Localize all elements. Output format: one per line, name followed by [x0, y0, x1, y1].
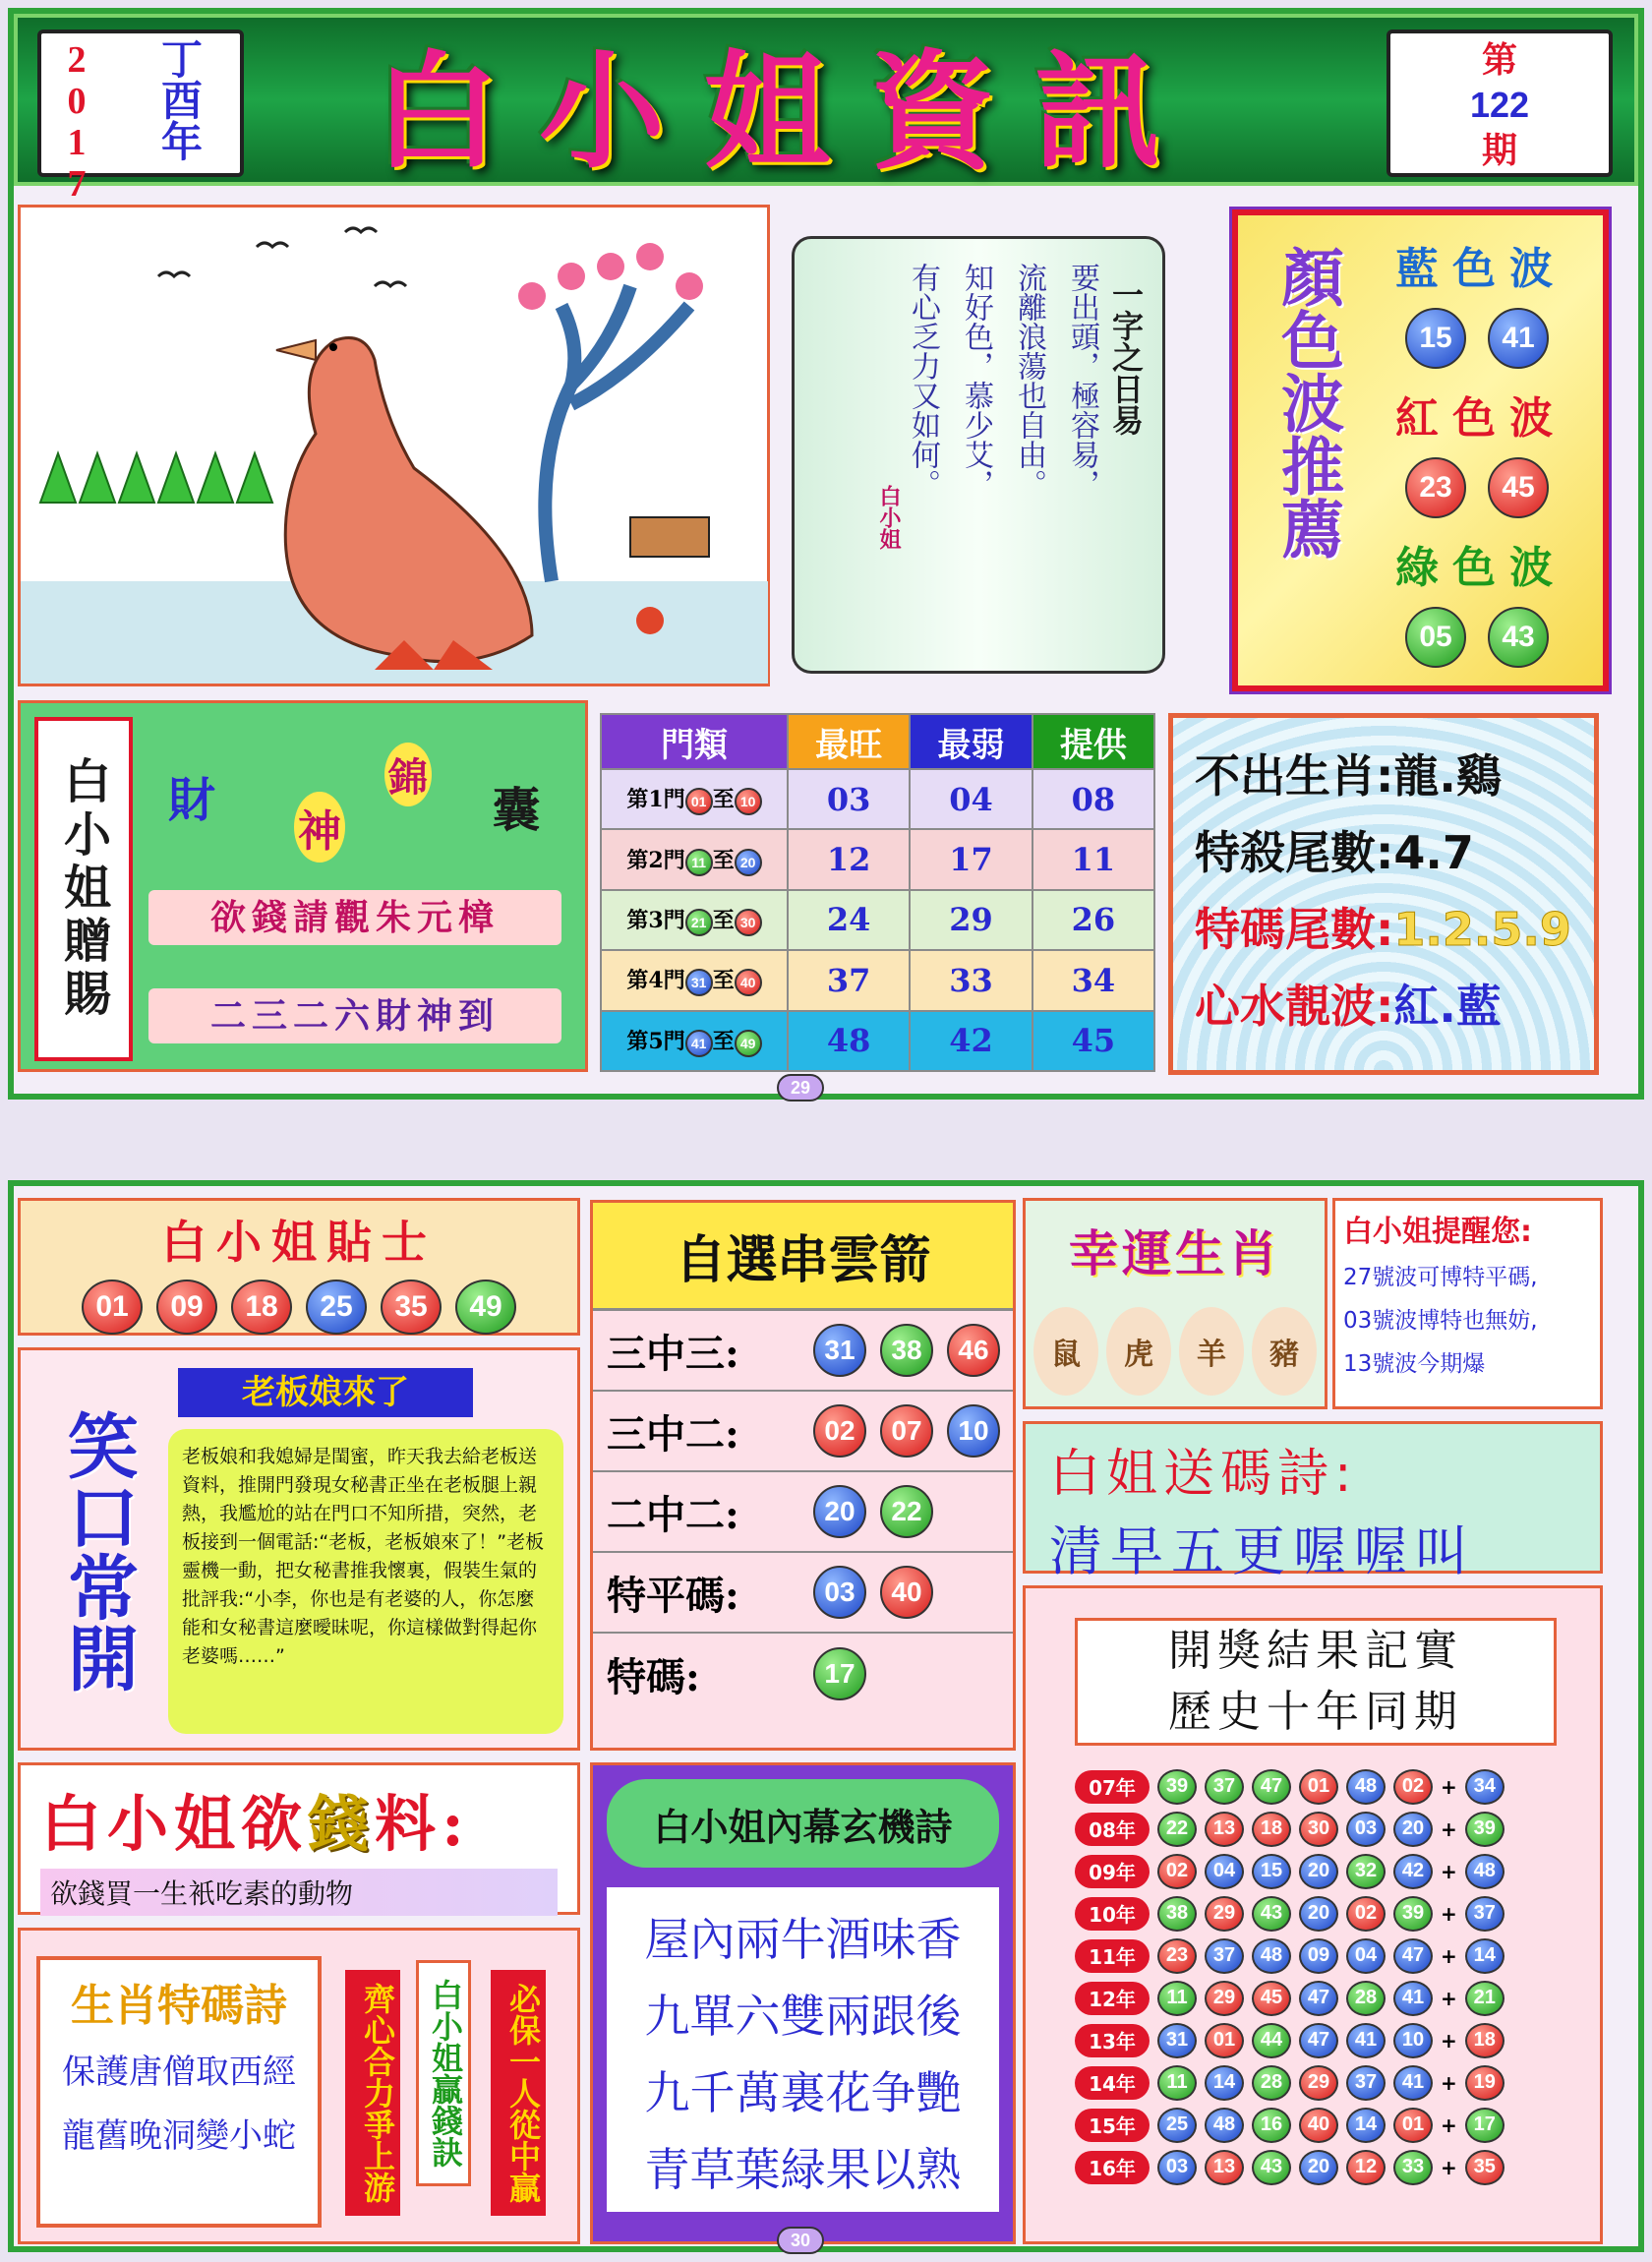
- history-ball: 20: [1299, 1896, 1338, 1932]
- gate-table: [600, 713, 1155, 1072]
- history-ball: 37: [1346, 2065, 1386, 2101]
- info-line-3: [1195, 891, 1572, 968]
- gift-char-2: 神: [294, 792, 345, 863]
- gate-header: 最旺: [788, 714, 910, 769]
- tips-panel: [18, 1198, 580, 1336]
- history-ball: 47: [1299, 2023, 1338, 2058]
- gate-value: 33: [910, 950, 1032, 1010]
- code-poem-title: 白姐送碼詩:: [1049, 1445, 1358, 1504]
- history-ball: 25: [1157, 2108, 1197, 2143]
- arrow-row: [593, 1634, 1013, 1714]
- wave-ball: 05: [1405, 607, 1466, 668]
- history-year: 11年: [1075, 1939, 1150, 1973]
- history-ball: 01: [1205, 2023, 1244, 2058]
- history-ball: 43: [1252, 1896, 1291, 1932]
- arrow-row: [593, 1472, 1013, 1553]
- history-ball: 47: [1299, 1981, 1338, 2016]
- history-year: 16年: [1075, 2151, 1150, 2184]
- history-ball: 01: [1299, 1769, 1338, 1805]
- history-row: [1075, 1935, 1586, 1977]
- history-ball: 48: [1346, 1769, 1386, 1805]
- tips-ball: 49: [455, 1280, 516, 1335]
- history-special-ball: 17: [1465, 2108, 1504, 2143]
- history-panel: [1023, 1585, 1603, 2244]
- gate-to-word: 至: [712, 907, 735, 933]
- gate-name: 第4門: [626, 968, 685, 994]
- history-ball: 47: [1393, 1938, 1433, 1974]
- arrow-label: 三中二:: [607, 1410, 739, 1458]
- joke-side: 笑口常開: [56, 1409, 140, 1693]
- gate-cell: [601, 829, 788, 889]
- history-ball: 31: [1157, 2023, 1197, 2058]
- inner-poem-line: 屋內兩牛酒味香: [644, 1913, 962, 1966]
- history-ball: 14: [1346, 2108, 1386, 2143]
- gate-value: 42: [910, 1011, 1032, 1071]
- year-text: 2017: [56, 39, 97, 205]
- poem-line-3: 知好色，慕少艾，: [959, 263, 993, 499]
- history-ball: 42: [1393, 1854, 1433, 1889]
- joke-text: 老板娘和我媳婦是閨蜜，昨天我去給老板送資料，推開門發現女秘書正坐在老板腿上親熱，我尷尬的站在門口不知所措，突然，老板接到一個電話:“老板，老板娘來了！”老板靈機一動，把女秘書推我懷裏，假裝生氣的批評我:“小李，你也是有老婆的人，你怎麼能和女秘書這麼曖昧呢，你這樣做對得起你老婆嗎……”: [168, 1429, 563, 1734]
- arrow-ball: 07: [880, 1404, 933, 1458]
- arrow-label: 二中二:: [607, 1491, 739, 1538]
- history-row: [1075, 1808, 1586, 1850]
- poem-line-1: 要出頭，極容易，: [1065, 263, 1099, 499]
- history-title-1: 開獎結果記實: [1168, 1626, 1463, 1676]
- lucky-animal: 羊: [1179, 1307, 1244, 1396]
- inner-poem-title: 白小姐內幕玄機詩: [607, 1779, 999, 1868]
- poem-title: 一字之日易: [1107, 278, 1145, 436]
- gate-value: 26: [1032, 890, 1154, 950]
- history-ball: 37: [1205, 1769, 1244, 1805]
- arrow-ball: 17: [813, 1647, 866, 1700]
- zodiac-poem-line: 保護唐僧取西經: [62, 2053, 296, 2092]
- arrow-ball: 31: [813, 1324, 866, 1377]
- history-special-ball: 14: [1465, 1938, 1504, 1974]
- gift-side-text: 白小姐贈賜: [55, 756, 111, 1022]
- wave-ball: 45: [1488, 457, 1549, 518]
- history-ball: 41: [1393, 1981, 1433, 2016]
- zodiac-couplet-center: 白小姐贏錢訣: [416, 1960, 471, 2186]
- arrow-ball: 20: [813, 1485, 866, 1538]
- info-value: 龍.鷄: [1393, 749, 1502, 803]
- history-ball: 43: [1252, 2150, 1291, 2185]
- history-table: [1075, 1765, 1586, 2218]
- gate-from-ball: 11: [685, 849, 713, 876]
- gate-to-word: 至: [712, 1028, 735, 1054]
- info-line-4: [1195, 968, 1572, 1044]
- history-ball: 30: [1299, 1812, 1338, 1847]
- history-ball: 33: [1393, 2150, 1433, 2185]
- history-special-ball: 39: [1465, 1812, 1504, 1847]
- plus-sign: +: [1441, 1943, 1457, 1968]
- gift-line-2: 二三二六財神到: [148, 988, 561, 1043]
- inner-poem-line: 九千萬裏花争艷: [644, 2066, 962, 2119]
- joke-title: 老板娘來了: [178, 1368, 473, 1417]
- gate-header: 提供: [1032, 714, 1154, 769]
- money-title-a: 白小姐欲: [40, 1788, 309, 1860]
- history-ball: 13: [1205, 1812, 1244, 1847]
- gate-value: 48: [788, 1011, 910, 1071]
- info-line-2: [1195, 814, 1572, 891]
- history-ball: 16: [1252, 2108, 1291, 2143]
- page-number-29: 29: [777, 1074, 824, 1101]
- history-ball: 48: [1252, 1938, 1291, 1974]
- reminder-line: 13號波今期爆: [1343, 1351, 1486, 1377]
- wave-ball: 41: [1488, 308, 1549, 369]
- gate-value: 37: [788, 950, 910, 1010]
- history-title-2: 歷史十年同期: [1168, 1687, 1463, 1737]
- money-panel: [18, 1762, 580, 1915]
- gate-from-ball: 31: [685, 969, 713, 996]
- gate-value: 04: [910, 769, 1032, 829]
- history-ball: 11: [1157, 2065, 1197, 2101]
- gift-char-1: 財: [168, 773, 216, 828]
- gift-side: [34, 717, 133, 1061]
- zodiac-poem-box: [36, 1956, 322, 2228]
- info-label: 特殺尾數:: [1195, 826, 1394, 879]
- zodiac-poem-panel: [18, 1928, 580, 2244]
- history-ball: 20: [1299, 1854, 1338, 1889]
- history-year: 12年: [1075, 1982, 1150, 2015]
- history-ball: 41: [1346, 2023, 1386, 2058]
- arrow-ball: 02: [813, 1404, 866, 1458]
- history-year: 07年: [1075, 1770, 1150, 1804]
- poem-scroll: [792, 236, 1165, 674]
- history-ball: 47: [1252, 1769, 1291, 1805]
- gate-cell: [601, 950, 788, 1010]
- history-ball: 09: [1299, 1938, 1338, 1974]
- info-value: 4.7: [1393, 826, 1474, 879]
- gate-name: 第3門: [626, 907, 685, 933]
- arrow-ball: 46: [947, 1324, 1000, 1377]
- money-title-c: 料:: [375, 1788, 470, 1860]
- issue-prefix: 第: [1481, 39, 1517, 80]
- info-value: 紅.藍: [1393, 980, 1502, 1033]
- info-panel: [1168, 713, 1599, 1075]
- issue-number: 122: [1469, 85, 1530, 125]
- history-ball: 18: [1252, 1812, 1291, 1847]
- history-special-ball: 37: [1465, 1896, 1504, 1932]
- arrow-title: 自選串雲箭: [593, 1203, 1013, 1311]
- zodiac-poem-line: 龍舊晚洞變小蛇: [62, 2116, 296, 2156]
- history-ball: 02: [1346, 1896, 1386, 1932]
- poem-line-4: 有心乏力又如何。: [906, 263, 940, 499]
- history-ball: 04: [1346, 1938, 1386, 1974]
- plus-sign: +: [1441, 1986, 1457, 2010]
- wave-group-green: [1395, 532, 1592, 668]
- arrow-label: 特平碼:: [607, 1572, 739, 1619]
- history-row: [1075, 1765, 1586, 1808]
- history-ball: 32: [1346, 1854, 1386, 1889]
- history-ball: 01: [1393, 2108, 1433, 2143]
- arrow-ball: 22: [880, 1485, 933, 1538]
- history-ball: 02: [1393, 1769, 1433, 1805]
- history-ball: 20: [1299, 2150, 1338, 2185]
- history-ball: 03: [1157, 2150, 1197, 2185]
- gate-cell: [601, 769, 788, 829]
- gate-to-ball: 20: [735, 849, 762, 876]
- wave-group-blue: [1395, 233, 1592, 369]
- plus-sign: +: [1441, 1774, 1457, 1799]
- arrow-row: [593, 1311, 1013, 1392]
- history-ball: 28: [1346, 1981, 1386, 2016]
- history-year: 13年: [1075, 2024, 1150, 2057]
- history-ball: 03: [1346, 1812, 1386, 1847]
- history-year: 10年: [1075, 1897, 1150, 1931]
- reminder-title: 白小姐提醒您:: [1343, 1215, 1532, 1249]
- wave-ball: 23: [1405, 457, 1466, 518]
- info-line-1: [1195, 738, 1572, 814]
- gate-to-ball: 10: [735, 788, 762, 815]
- gate-cell: [601, 1011, 788, 1071]
- gate-value: 17: [910, 829, 1032, 889]
- history-year: 09年: [1075, 1855, 1150, 1888]
- gate-to-ball: 49: [735, 1030, 762, 1057]
- history-row: [1075, 2061, 1586, 2104]
- history-ball: 28: [1252, 2065, 1291, 2101]
- issue-book: [1386, 30, 1613, 177]
- issue-suffix: 期: [1481, 130, 1517, 170]
- history-ball: 14: [1205, 2065, 1244, 2101]
- info-label: 不出生肖:: [1195, 749, 1394, 803]
- history-ball: 15: [1252, 1854, 1291, 1889]
- gate-value: 24: [788, 890, 910, 950]
- tips-ball: 18: [231, 1280, 292, 1335]
- gate-cell: [601, 890, 788, 950]
- history-ball: 29: [1205, 1981, 1244, 2016]
- page-number-30: 30: [777, 2227, 824, 2254]
- plus-sign: +: [1441, 2028, 1457, 2053]
- wave-label-blue: 藍色波: [1395, 244, 1566, 294]
- lucky-animal: 鼠: [1033, 1307, 1098, 1396]
- money-title: [40, 1775, 558, 1863]
- wave-ball: 15: [1405, 308, 1466, 369]
- gate-to-word: 至: [712, 787, 735, 813]
- gift-char-3: 錦: [384, 743, 432, 806]
- history-row: [1075, 1977, 1586, 2019]
- gift-panel: [18, 700, 588, 1072]
- gate-value: 03: [788, 769, 910, 829]
- gate-header: 最弱: [910, 714, 1032, 769]
- gate-to-word: 至: [712, 847, 735, 873]
- goose-illustration: [18, 205, 770, 686]
- tips-ball: 09: [156, 1280, 217, 1335]
- history-row: [1075, 2019, 1586, 2061]
- plus-sign: +: [1441, 2155, 1457, 2179]
- gate-name: 第5門: [626, 1028, 685, 1054]
- history-ball: 48: [1205, 2108, 1244, 2143]
- history-ball: 22: [1157, 1812, 1197, 1847]
- code-poem-panel: [1023, 1421, 1603, 1582]
- code-poem-text: 清早五更喔喔叫: [1049, 1520, 1476, 1582]
- info-value: 1.2.5.9: [1393, 903, 1571, 956]
- plus-sign: +: [1441, 1816, 1457, 1841]
- wave-label-red: 紅色波: [1395, 393, 1566, 444]
- arrow-ball: 03: [813, 1566, 866, 1619]
- gate-value: 08: [1032, 769, 1154, 829]
- gate-to-ball: 40: [735, 969, 762, 996]
- gate-from-ball: 21: [685, 909, 713, 936]
- history-ball: 20: [1393, 1812, 1433, 1847]
- arrow-ball: 38: [880, 1324, 933, 1377]
- zodiac-couplet-right: 必保一人從中贏: [491, 1970, 546, 2216]
- history-year: 15年: [1075, 2109, 1150, 2142]
- gate-to-ball: 30: [735, 909, 762, 936]
- history-ball: 12: [1346, 2150, 1386, 2185]
- info-label: 心水靚波:: [1195, 980, 1394, 1033]
- history-special-ball: 21: [1465, 1981, 1504, 2016]
- history-year: 14年: [1075, 2066, 1150, 2100]
- reminder-panel: [1332, 1198, 1603, 1409]
- lucky-animal: 虎: [1106, 1307, 1171, 1396]
- tips-ball: 25: [306, 1280, 367, 1335]
- plus-sign: +: [1441, 2070, 1457, 2095]
- reminder-line: 03號波博特也無妨,: [1343, 1308, 1538, 1334]
- history-special-ball: 34: [1465, 1769, 1504, 1805]
- tips-ball: 35: [381, 1280, 442, 1335]
- history-ball: 45: [1252, 1981, 1291, 2016]
- gate-from-ball: 01: [685, 788, 713, 815]
- info-label: 特碼尾數:: [1195, 903, 1394, 956]
- history-special-ball: 18: [1465, 2023, 1504, 2058]
- goose-drawing: [21, 208, 768, 684]
- wave-label-green: 綠色波: [1395, 543, 1566, 593]
- history-ball: 39: [1393, 1896, 1433, 1932]
- poem-line-2: 流離浪蕩也自由。: [1012, 263, 1046, 499]
- joke-panel: [18, 1347, 580, 1751]
- gate-value: 29: [910, 890, 1032, 950]
- gate-value: 12: [788, 829, 910, 889]
- plus-sign: +: [1441, 1859, 1457, 1883]
- history-ball: 10: [1393, 2023, 1433, 2058]
- history-special-ball: 19: [1465, 2065, 1504, 2101]
- money-title-b: 錢: [308, 1788, 376, 1860]
- history-special-ball: 48: [1465, 1854, 1504, 1889]
- arrow-panel: [590, 1200, 1016, 1751]
- history-ball: 29: [1205, 1896, 1244, 1932]
- gate-value: 34: [1032, 950, 1154, 1010]
- history-ball: 39: [1157, 1769, 1197, 1805]
- gate-name: 第1門: [626, 787, 685, 813]
- history-title-box: [1075, 1618, 1557, 1746]
- history-ball: 23: [1157, 1938, 1197, 1974]
- history-row: [1075, 1850, 1586, 1892]
- color-wave-panel: [1232, 209, 1609, 691]
- history-row: [1075, 2146, 1586, 2188]
- history-ball: 04: [1205, 1854, 1244, 1889]
- history-ball: 29: [1299, 2065, 1338, 2101]
- history-row: [1075, 2104, 1586, 2146]
- lucky-animal: 豬: [1252, 1307, 1317, 1396]
- arrow-label: 三中三:: [607, 1330, 739, 1377]
- gift-char-4: 囊: [493, 783, 541, 838]
- wave-group-red: [1395, 383, 1592, 518]
- main-title-text: 白小姐資訊: [373, 38, 1200, 186]
- poem-lines: [901, 263, 1103, 499]
- history-row: [1075, 1892, 1586, 1935]
- inner-poem-line: 青草葉緑果以熟: [644, 2143, 962, 2196]
- inner-poem-line: 九單六雙兩跟後: [644, 1990, 962, 2043]
- zodiac-couplet-left: 齊心合力爭上游: [345, 1970, 400, 2216]
- arrow-row: [593, 1553, 1013, 1634]
- history-ball: 11: [1157, 1981, 1197, 2016]
- lucky-title: 幸運生肖: [1069, 1224, 1281, 1282]
- year-book: [37, 30, 244, 205]
- history-ball: 44: [1252, 2023, 1291, 2058]
- tips-ball: 01: [82, 1280, 143, 1335]
- wave-ball: 43: [1488, 607, 1549, 668]
- history-special-ball: 35: [1465, 2150, 1504, 2185]
- history-ball: 37: [1205, 1938, 1244, 1974]
- history-ball: 38: [1157, 1896, 1197, 1932]
- history-ball: 13: [1205, 2150, 1244, 2185]
- history-year: 08年: [1075, 1813, 1150, 1846]
- inner-poem-panel: [590, 1762, 1016, 2244]
- gate-to-word: 至: [712, 968, 735, 994]
- main-title: [295, 28, 1278, 186]
- gift-line-1: 欲錢請觀朱元樟: [148, 890, 561, 945]
- tips-title: 白小姐貼士: [161, 1216, 437, 1269]
- history-ball: 41: [1393, 2065, 1433, 2101]
- color-wave-title: 顏色波推薦: [1270, 245, 1344, 560]
- gate-value: 45: [1032, 1011, 1154, 1071]
- reminder-line: 27號波可博特平碼,: [1343, 1265, 1538, 1290]
- history-ball: 40: [1299, 2108, 1338, 2143]
- history-ball: 02: [1157, 1854, 1197, 1889]
- ganzhi-text: 丁酉年: [155, 37, 204, 161]
- plus-sign: +: [1441, 2113, 1457, 2137]
- gate-name: 第2門: [626, 847, 685, 873]
- money-hint: 欲錢買一生衹吃素的動物: [40, 1869, 558, 1916]
- arrow-label: 特碼:: [607, 1653, 700, 1700]
- gate-from-ball: 41: [685, 1030, 713, 1057]
- arrow-row: [593, 1392, 1013, 1472]
- plus-sign: +: [1441, 1901, 1457, 1926]
- lucky-panel: [1023, 1198, 1328, 1409]
- arrow-ball: 10: [947, 1404, 1000, 1458]
- arrow-ball: 40: [880, 1566, 933, 1619]
- zodiac-poem-title: 生肖特碼詩: [71, 1981, 287, 2031]
- poem-signature: 白小姐: [876, 485, 901, 550]
- gate-header: 門類: [601, 714, 788, 769]
- gate-value: 11: [1032, 829, 1154, 889]
